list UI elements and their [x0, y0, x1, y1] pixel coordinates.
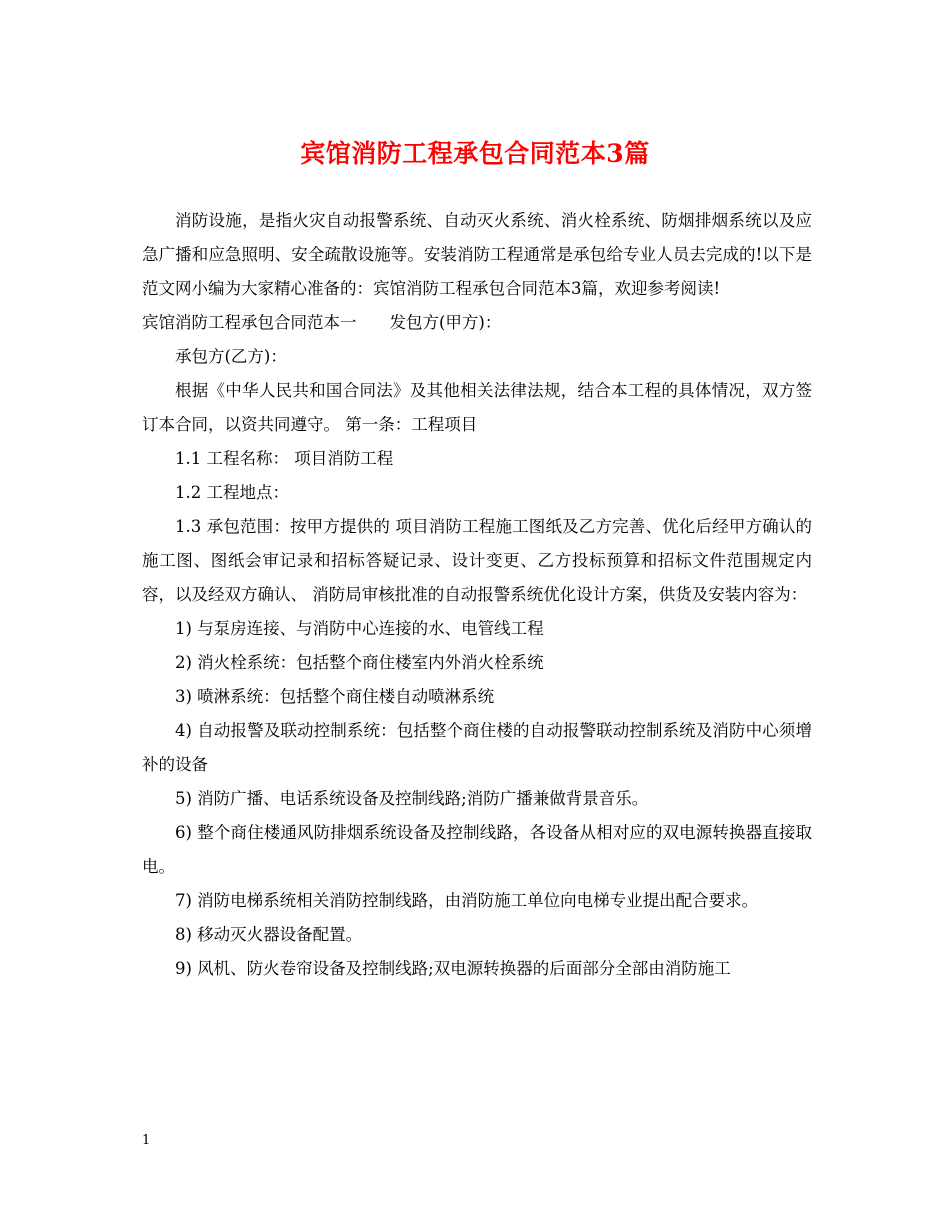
list-item-5: 5) 消防广播、电话系统设备及控制线路;消防广播兼做背景音乐。	[175, 789, 649, 808]
list-item-7: 7) 消防电梯系统相关消防控制线路，由消防施工单位向电梯专业提出配合要求。	[175, 891, 759, 910]
list-item-9: 9) 风机、防火卷帘设备及控制线路;双电源转换器的后面部分全部由消防施工	[175, 959, 731, 978]
paragraph-legal-basis: 根据《中华人民共和国合同法》及其他相关法律法规，结合本工程的具体情况，双方签订本合同，以资共同遵守。 第一条：工程项目	[142, 381, 812, 434]
list-item-6: 6) 整个商住楼通风防排烟系统设备及控制线路，各设备从相对应的双电源转换器直接取电。	[142, 823, 812, 876]
paragraph-scope: 1.3 承包范围：按甲方提供的 项目消防工程施工图纸及乙方完善、优化后经甲方确认的施工图、图纸会审记录和招标答疑记录、设计变更、乙方投标预算和招标文件范围规定内容，以及经双方确认、 消防局审核批准的自动报警系统优化设计方案，供货及安装内容为：	[142, 517, 812, 604]
paragraph-project-location: 1.2 工程地点：	[175, 483, 289, 502]
paragraph-contractor: 承包方(乙方)：	[175, 347, 287, 366]
page-number: 1	[142, 1133, 151, 1148]
list-item-1: 1) 与泵房连接、与消防中心连接的水、电管线工程	[175, 619, 544, 638]
list-item-2: 2) 消火栓系统：包括整个商住楼室内外消火栓系统	[175, 653, 544, 672]
document-body	[142, 204, 812, 986]
list-item-4: 4) 自动报警及联动控制系统：包括整个商住楼的自动报警联动控制系统及消防中心须增补的设备	[142, 721, 812, 774]
paragraph-contract-heading: 宾馆消防工程承包合同范本一 发包方(甲方)：	[142, 313, 502, 332]
document-title: 宾馆消防工程承包合同范本3篇	[300, 139, 650, 168]
paragraph-project-name: 1.1 工程名称： 项目消防工程	[175, 449, 394, 468]
paragraph-intro: 消防设施，是指火灾自动报警系统、自动灭火系统、消火栓系统、防烟排烟系统以及应急广播和应急照明、安全疏散设施等。安装消防工程通常是承包给专业人员去完成的!以下是范文网小编为大家精心准备的：宾馆消防工程承包合同范本3篇，欢迎参考阅读!	[142, 211, 812, 298]
list-item-3: 3) 喷淋系统：包括整个商住楼自动喷淋系统	[175, 687, 495, 706]
list-item-8: 8) 移动灭火器设备配置。	[175, 925, 363, 944]
